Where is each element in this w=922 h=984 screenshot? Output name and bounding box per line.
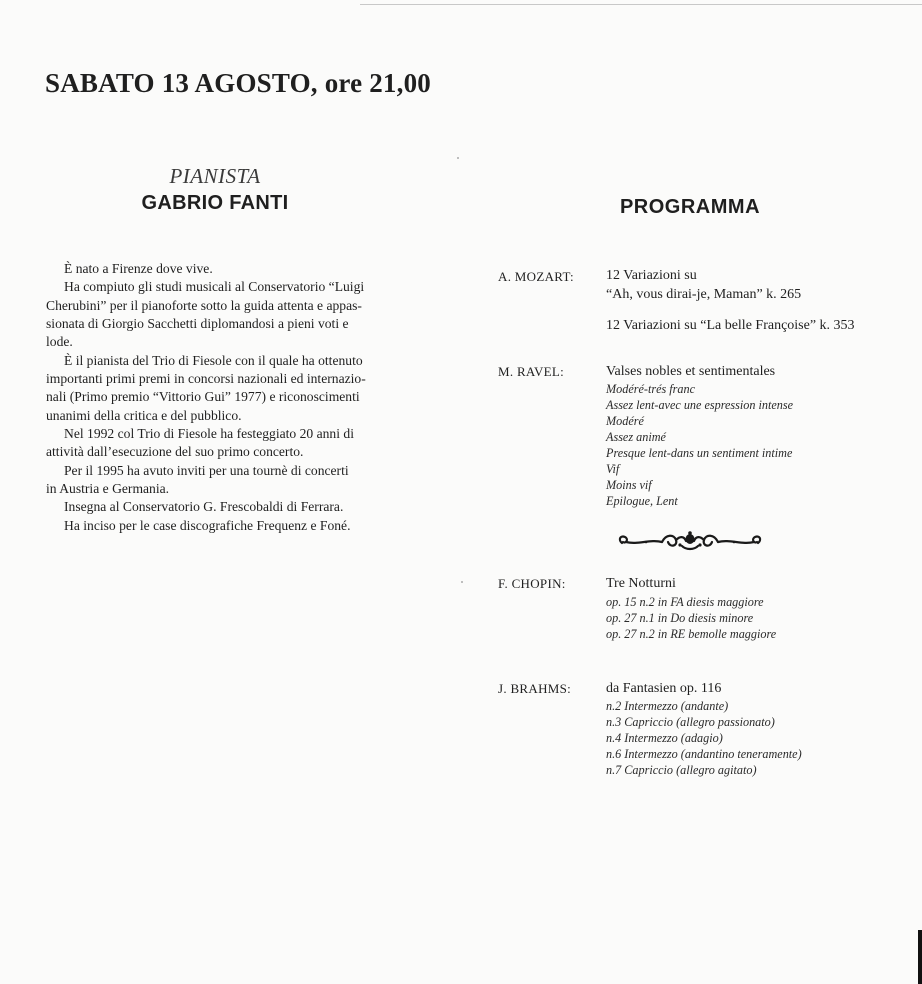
concert-date-heading: SABATO 13 AGOSTO, ore 21,00 (45, 68, 431, 98)
performer-name: GABRIO FANTI (141, 192, 289, 214)
composer-chopin: F. CHOPIN: (498, 576, 566, 591)
bio-line: in Austria e Germania. (46, 481, 170, 497)
movement: Modéré-trés franc (606, 382, 696, 396)
movement: op. 27 n.2 in RE bemolle maggiore (606, 627, 777, 641)
bio-line: nali (Primo premio “Vittorio Gui” 1977) e riconoscimenti (46, 389, 360, 405)
bio-line: lode. (46, 334, 73, 350)
work-title: 12 Variazioni su “La belle Françoise” k. 353 (606, 318, 855, 333)
bio-line: Nel 1992 col Trio di Fiesole ha festeggiato 20 anni di (64, 426, 354, 442)
bio-line: Cherubini” per il pianoforte sotto la guida attenta e appas- (46, 297, 362, 313)
bio-line: Per il 1995 ha avuto inviti per una tournè di concerti (64, 462, 349, 478)
movement: Vif (606, 462, 620, 476)
bio-line: Ha inciso per le case discografiche Frequenz e Foné. (64, 517, 351, 533)
bio-line: Ha compiuto gli studi musicali al Conservatorio “Luigi (64, 279, 365, 295)
biography (46, 260, 418, 535)
top-rule (360, 4, 922, 5)
page-edge-mark (918, 930, 922, 984)
composer-mozart: A. MOZART: (498, 269, 574, 284)
performer-role: PIANISTA (169, 164, 261, 188)
speck (461, 581, 463, 583)
programme-heading: PROGRAMMA (619, 196, 761, 218)
composer-ravel: M. RAVEL: (498, 364, 565, 379)
work-title: Tre Notturni (606, 576, 676, 591)
speck (457, 157, 459, 159)
movement: Moins vif (606, 478, 652, 492)
movement: op. 27 n.1 in Do diesis minore (606, 611, 754, 625)
bio-line: Insegna al Conservatorio G. Frescobaldi di Ferrara. (64, 499, 344, 515)
movement: Assez lent-avec une espression intense (606, 398, 794, 412)
work-title: “Ah, vous dirai-je, Maman” k. 265 (606, 287, 802, 302)
movement: n.6 Intermezzo (andantino teneramente) (606, 747, 802, 761)
movement: n.7 Capriccio (allegro agitato) (606, 763, 757, 777)
movement: n.2 Intermezzo (andante) (606, 699, 729, 713)
bio-line: attività dall’esecuzione del suo primo concerto. (46, 444, 304, 460)
movement: Assez animé (606, 430, 666, 444)
work-title: da Fantasien op. 116 (606, 681, 722, 696)
work-title: Valses nobles et sentimentales (606, 364, 776, 379)
bio-line: sionata di Giorgio Sacchetti diplomandosi a pieni voti e (46, 316, 349, 332)
movement: op. 15 n.2 in FA diesis maggiore (606, 595, 764, 609)
movement: n.4 Intermezzo (adagio) (606, 731, 723, 745)
bio-line: unanimi della critica e del pubblico. (46, 407, 242, 423)
bio-line: È nato a Firenze dove vive. (64, 261, 213, 276)
composer-brahms: J. BRAHMS: (498, 681, 572, 696)
bio-line: È il pianista del Trio di Fiesole con il quale ha ottenuto (64, 352, 363, 368)
bio-line: importanti primi premi in concorsi nazionali ed internazio- (46, 371, 366, 387)
movement: n.3 Capriccio (allegro passionato) (606, 715, 775, 729)
movement: Epilogue, Lent (606, 494, 678, 508)
work-title: 12 Variazioni su (606, 268, 697, 283)
scroll-ornament-icon (616, 530, 764, 552)
movement: Modéré (606, 414, 644, 428)
movement: Presque lent-dans un sentiment intime (606, 446, 793, 460)
